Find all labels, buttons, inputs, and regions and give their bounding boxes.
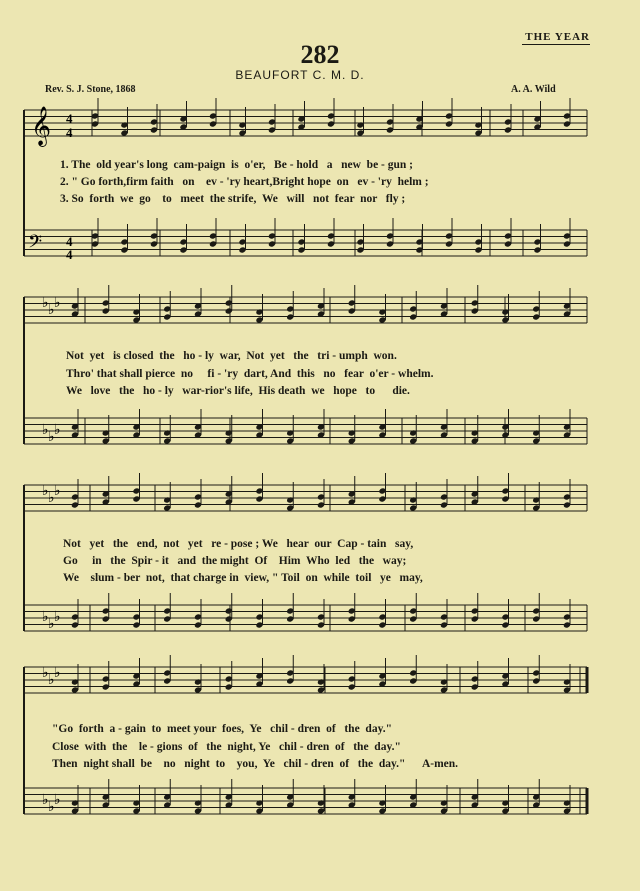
author-credit: Rev. S. J. Stone, 1868 [45, 84, 136, 95]
lyric-line: "Go forth a - gain to meet your foes, Ye chil - dren of the day." [52, 723, 392, 735]
bass-clef-icon: 𝄢 [28, 231, 43, 256]
flat-icon: ♭ [54, 296, 61, 311]
flat-icon: ♭ [54, 666, 61, 681]
flat-icon: ♭ [42, 484, 49, 499]
lyric-line: 2. " Go forth,firm faith on ev - 'ry heart,Bright hope on ev - 'ry helm ; [60, 176, 429, 188]
running-head: THE YEAR [525, 31, 590, 43]
flat-icon: ♭ [42, 793, 49, 808]
flat-icon: ♭ [42, 610, 49, 625]
music-notation [24, 98, 587, 815]
lyric-line: We slum - ber not, that charge in view, " Toil on while toil ye may, [63, 572, 423, 584]
flat-icon: ♭ [48, 800, 55, 815]
flat-icon: ♭ [54, 610, 61, 625]
flat-icon: ♭ [54, 423, 61, 438]
time-signature-bottom: 4 [66, 125, 73, 140]
lyric-line: 1. The old year's long cam-paign is o'er, Be - hold a new be - gun ; [60, 159, 414, 171]
flat-icon: ♭ [48, 430, 55, 445]
flat-icon: ♭ [48, 673, 55, 688]
lyric-line: Not yet the end, not yet re - pose ; We hear our Cap - tain say, [63, 538, 414, 550]
flat-icon: ♭ [48, 491, 55, 506]
lyric-line: Go in the Spir - it and the might Of Him Who led the way; [63, 555, 407, 567]
flat-icon: ♭ [48, 303, 55, 318]
treble-clef-icon: 𝄞 [31, 108, 52, 145]
flat-icon: ♭ [42, 423, 49, 438]
flat-icon: ♭ [54, 484, 61, 499]
flat-icon: ♭ [42, 666, 49, 681]
flat-icon: ♭ [54, 793, 61, 808]
lyric-line: Thro' that shall pierce no fi - 'ry dart, And this no fear o'er - whelm. [66, 368, 434, 380]
bass-time-signature-top: 4 [66, 234, 73, 249]
composer-credit: A. A. Wild [511, 84, 556, 95]
hymn-number: 282 [300, 40, 340, 69]
lyric-line: Not yet is closed the ho - ly war, Not yet the tri - umph won. [66, 350, 397, 362]
time-signature-top: 4 [66, 111, 73, 126]
lyric-line: Close with the le - gions of the night, Ye chil - dren of the day." [52, 741, 401, 753]
tune-name: BEAUFORT C. M. D. [235, 68, 365, 82]
lyric-line: 3. So forth we go to meet the strife, We will not fear nor fly ; [60, 193, 406, 205]
flat-icon: ♭ [48, 617, 55, 632]
flat-icon: ♭ [42, 296, 49, 311]
lyric-line: Then night shall be no night to you, Ye chil - dren of the day." A-men. [52, 758, 459, 770]
bass-time-signature-bottom: 4 [66, 247, 73, 262]
lyric-line: We love the ho - ly war-rior's life, His death we hope to die. [66, 385, 410, 397]
